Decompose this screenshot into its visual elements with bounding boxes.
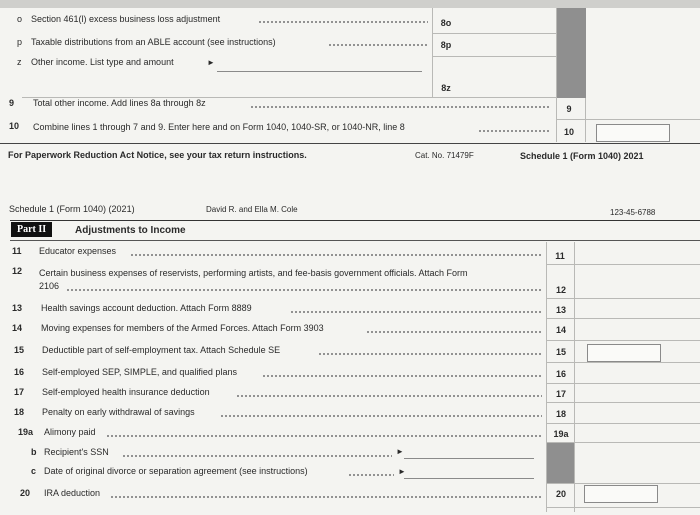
divorce-date-field[interactable]: [404, 478, 534, 479]
leader-dots: [106, 435, 542, 437]
line-19a-number-left: 19a: [18, 427, 34, 437]
header-rule: [10, 220, 700, 221]
line-8p-number: 8p: [440, 40, 452, 50]
footer-rule: [0, 143, 700, 144]
shaded-cell: [547, 443, 574, 483]
line-9-number: 9: [566, 104, 572, 114]
line-10-label: Combine lines 1 through 7 and 9. Enter here and on Form 1040, 1040-SR, or 1040-NR, line 8: [33, 122, 405, 132]
line-19c-letter: c: [31, 466, 37, 476]
top-scan-edge: [0, 0, 700, 8]
line-13-number-left: 13: [12, 303, 23, 313]
row-separator: [546, 362, 700, 363]
line-13-number: 13: [555, 305, 566, 315]
line-20-number: 20: [555, 489, 566, 499]
leader-dots: [366, 331, 542, 333]
taxpayer-names: David R. and Ella M. Cole: [206, 205, 298, 214]
other-income-entry-line[interactable]: [217, 71, 422, 72]
line-16-number-left: 16: [14, 367, 25, 377]
part-ii-label: Part II: [11, 222, 52, 237]
recipient-ssn-field[interactable]: [404, 458, 534, 459]
leader-dots: [328, 44, 428, 46]
row-separator: [546, 383, 700, 384]
line-20-number-left: 20: [20, 488, 31, 498]
line-8z-number: 8z: [441, 83, 451, 93]
line-9-number-left: 9: [9, 98, 15, 108]
line-19b-label: Recipient's SSN: [44, 447, 109, 457]
arrow-icon: ►: [398, 467, 406, 476]
line-20-amount-field[interactable]: [584, 485, 658, 503]
part-rule: [10, 240, 700, 241]
row-separator: [546, 340, 700, 341]
line-17-number-left: 17: [14, 387, 25, 397]
line-17-number: 17: [555, 389, 566, 399]
line-10-amount-field[interactable]: [596, 124, 670, 142]
leader-dots: [130, 254, 542, 256]
row-separator: [432, 33, 556, 34]
leader-dots: [348, 474, 394, 476]
line-12-number: 12: [555, 285, 566, 295]
leader-dots: [478, 130, 550, 132]
leader-dots: [122, 455, 392, 457]
line-14-number: 14: [555, 325, 566, 335]
line-16-label: Self-employed SEP, SIMPLE, and qualified plans: [42, 367, 237, 377]
line-12-number-left: 12: [12, 266, 23, 276]
line-19a-number: 19a: [553, 429, 569, 439]
part-ii-title: Adjustments to Income: [75, 225, 186, 236]
leader-dots: [250, 106, 550, 108]
row-separator: [546, 402, 700, 403]
line-19a-label: Alimony paid: [44, 427, 96, 437]
leader-dots: [258, 21, 428, 23]
line-15-amount-field[interactable]: [587, 344, 661, 362]
line-19b-letter: b: [31, 447, 37, 457]
line-10-number-left: 10: [9, 121, 20, 131]
line-18-number-left: 18: [14, 407, 25, 417]
schedule-footer-label: Schedule 1 (Form 1040) 2021: [520, 151, 644, 161]
line-8o-letter: o: [17, 14, 23, 24]
line-11-number-left: 11: [12, 246, 22, 256]
leader-dots: [290, 311, 542, 313]
row-separator: [546, 264, 700, 265]
leader-dots: [220, 415, 542, 417]
taxpayer-ssn: 123-45-6788: [610, 208, 656, 217]
amount-column-divider-right: [556, 8, 557, 98]
line-18-label: Penalty on early withdrawal of savings: [42, 407, 195, 417]
row-separator: [432, 56, 556, 57]
line-8o-label: Section 461(l) excess business loss adjustment: [31, 14, 221, 24]
line-19c-label: Date of original divorce or separation agreement (see instructions): [44, 466, 308, 476]
line-14-number-left: 14: [12, 323, 23, 333]
row-separator: [556, 119, 700, 120]
catalog-number: Cat. No. 71479F: [415, 151, 474, 160]
leader-dots: [110, 496, 542, 498]
row-separator: [546, 318, 700, 319]
line-8p-label: Taxable distributions from an ABLE account (see instructions): [31, 37, 276, 47]
leader-dots: [236, 395, 542, 397]
line-9-label: Total other income. Add lines 8a through 8z: [33, 98, 206, 108]
page2-form-header: Schedule 1 (Form 1040) (2021): [9, 204, 135, 214]
leader-dots: [318, 353, 542, 355]
paperwork-notice: For Paperwork Reduction Act Notice, see your tax return instructions.: [8, 150, 307, 160]
line-12-label-cont: 2106: [39, 281, 60, 291]
line-13-label: Health savings account deduction. Attach Form 8889: [41, 303, 252, 313]
line-17-label: Self-employed health insurance deduction: [42, 387, 210, 397]
leader-dots: [262, 375, 542, 377]
line-10-number: 10: [563, 127, 574, 137]
line-15-number: 15: [555, 347, 566, 357]
line-11-label: Educator expenses: [39, 246, 117, 256]
line-11-number: 11: [555, 251, 565, 261]
row-separator: [546, 507, 700, 508]
row-separator: [546, 298, 700, 299]
line-14-label: Moving expenses for members of the Armed Forces. Attach Form 3903: [41, 323, 324, 333]
line-8p-letter: p: [17, 37, 23, 47]
row-separator: [546, 442, 700, 443]
line-15-label: Deductible part of self-employment tax. Attach Schedule SE: [42, 345, 281, 355]
line-number-divider-right: [585, 98, 586, 142]
line-20-label: IRA deduction: [44, 488, 101, 498]
line-12-label: Certain business expenses of reservists, performing artists, and fee-basis government officials. Attach Form: [39, 268, 468, 278]
line-8z-label: Other income. List type and amount: [31, 57, 174, 67]
arrow-icon: ►: [207, 58, 215, 67]
row-separator: [546, 423, 700, 424]
line-8o-number: 8o: [440, 18, 452, 28]
line-15-number-left: 15: [14, 345, 25, 355]
shaded-column: [557, 8, 586, 98]
row-separator: [546, 483, 700, 484]
line-18-number: 18: [555, 409, 566, 419]
leader-dots: [66, 289, 542, 291]
line-16-number: 16: [555, 369, 566, 379]
arrow-icon: ►: [396, 447, 404, 456]
line-8z-letter: z: [17, 57, 22, 67]
